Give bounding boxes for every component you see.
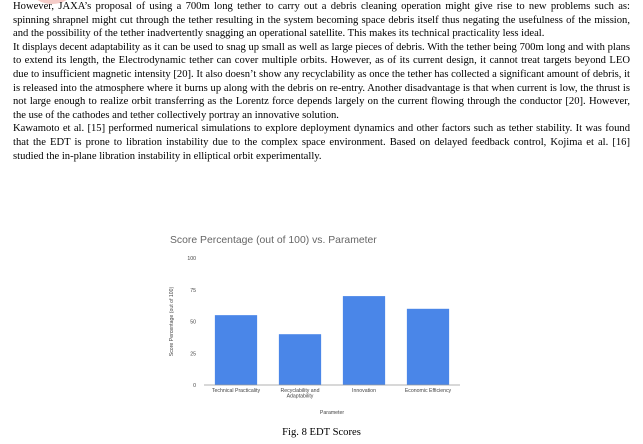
bar <box>343 296 385 385</box>
paragraph: Kawamoto et al. [15] performed numerical simulations to explore deployment dynamics and other factors such as tether stability. It was found that the EDT is prone to libration instability due to the complex space environment. Based on delayed feedback control, Kojima et al. [16] studied the in-plane libration instability in elliptical orbit experimentally. <box>13 123 630 162</box>
x-tick-label: Recyclability and <box>280 388 320 394</box>
x-tick-label: Technical Practicality <box>211 388 261 394</box>
bar <box>215 315 257 385</box>
chart-title: Score Percentage (out of 100) vs. Parameter <box>170 235 377 246</box>
body-text <box>13 0 630 163</box>
y-tick-label: 100 <box>187 256 196 262</box>
bar <box>279 334 321 385</box>
y-axis-label: Score Percentage (out of 100) <box>169 286 175 357</box>
y-tick-label: 50 <box>190 319 196 326</box>
x-tick-label: Innovation <box>352 388 376 394</box>
paragraph: However, JAXA’s proposal of using a 700m long tether to carry out a debris cleaning operation might give rise to new problems such as: spinning shrapnel might cut through the tether resulting in the system becoming space debris itself thus negating the usefulness of the mission, and the possibility of the tether inadvertently snagging an operational satellite. This makes its technical practicality less ideal. <box>13 1 630 40</box>
chart-canvas <box>160 232 485 422</box>
x-tick-label: Economic Efficiency <box>404 388 452 394</box>
x-axis-label: Parameter <box>319 410 345 416</box>
figure-caption: Fig. 8 EDT Scores <box>282 427 361 438</box>
y-tick-label: 25 <box>190 351 196 358</box>
y-tick-label: 0 <box>193 383 196 389</box>
y-tick-label: 75 <box>190 287 196 294</box>
bar-chart <box>160 232 485 422</box>
x-tick-label: Adaptability <box>286 393 314 400</box>
paragraph: It displays decent adaptability as it can be used to snag up small as well as large pieces of debris. With the tether being 700m long and with plans to extend its length, the Electrodynamic tether can cover multiple orbits. However, as of its current design, it cannot treat targets beyond LEO due to insufficient magnetic intensity [20]. It also doesn’t show any recyclability as once the tether has collected a significant amount of debris, it is released into the atmosphere where it burns up along with the debris on re-entry. Another disadvantage is that when current is low, the thrust is not large enough to realize orbit transferring as the Lorentz force depends largely on the current flowing through the conductor [20]. However, the use of the cathodes and tether collectively portray an innovative solution. <box>13 41 630 121</box>
bar <box>407 309 449 385</box>
